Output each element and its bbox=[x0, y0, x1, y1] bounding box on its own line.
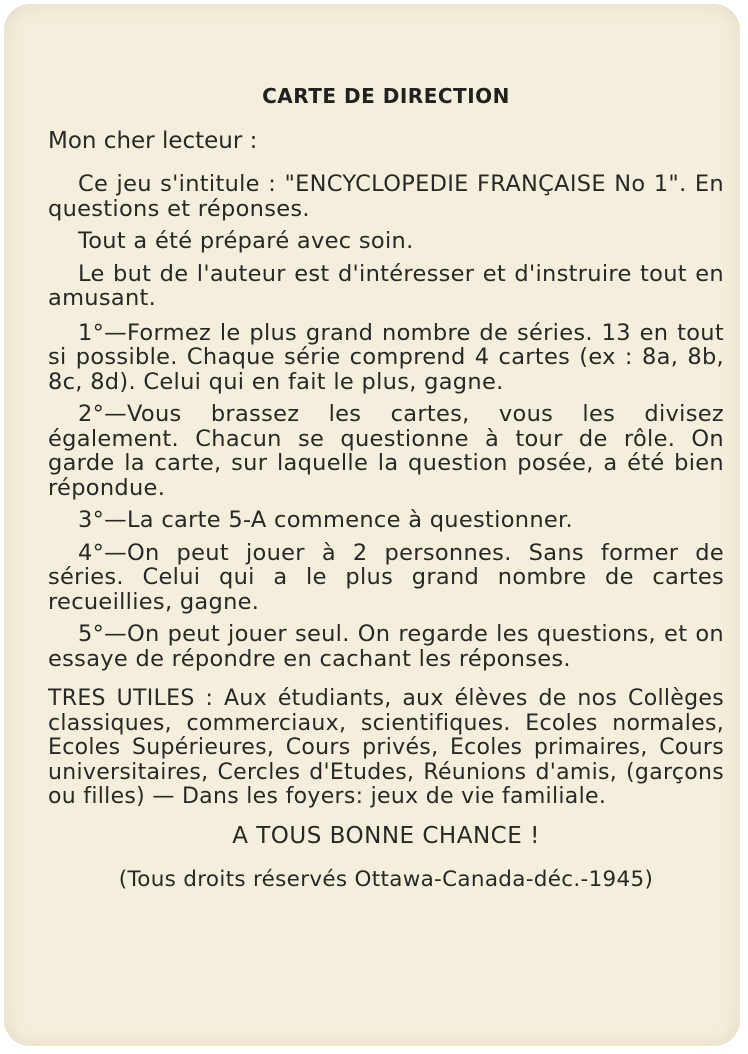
card-title: CARTE DE DIRECTION bbox=[262, 84, 510, 108]
intro-paragraph: Ce jeu s'intitule : "ENCYCLOPEDIE FRANÇAISE No 1". En questions et réponses. bbox=[48, 171, 724, 222]
card-content bbox=[48, 84, 724, 892]
good-luck-line: A TOUS BONNE CHANCE ! bbox=[232, 822, 540, 849]
rule-5: 5°—On peut jouer seul. On regarde les questions, et on essaye de répondre en cachant les réponses. bbox=[48, 621, 724, 672]
greeting: Mon cher lecteur : bbox=[48, 128, 258, 154]
direction-card bbox=[4, 4, 740, 1046]
rule-3: 3°—La carte 5-A commence à questionner. bbox=[78, 507, 573, 533]
tres-utiles-paragraph: TRES UTILES : Aux étudiants, aux élèves de nos Collèges classiques, commerciaux, scientifiques. Ecoles normales, Ecoles Supérieures, Cours privés, Ecoles primaires, Cours universitaires, Cercles d'Etudes, Réunions d'amis, (garçons ou filles) — Dans les foyers: jeux de vie familiale. bbox=[48, 686, 724, 809]
intro-paragraph: Tout a été préparé avec soin. bbox=[78, 228, 414, 254]
rule-1: 1°—Formez le plus grand nombre de séries. 13 en tout si possible. Chaque série comprend 4 cartes (ex : 8a, 8b, 8c, 8d). Celui qui en fait le plus, gagne. bbox=[48, 319, 724, 395]
intro-paragraph: Le but de l'auteur est d'intéresser et d'instruire tout en amusant. bbox=[48, 260, 724, 311]
rule-2: 2°—Vous brassez les cartes, vous les divisez également. Chacun se questionne à tour de rôle. On garde la carte, sur laquelle la question posée, a été bien répondue. bbox=[48, 401, 724, 501]
copyright-footer: (Tous droits réservés Ottawa-Canada-déc.-1945) bbox=[118, 866, 654, 892]
rule-4: 4°—On peut jouer à 2 personnes. Sans former de séries. Celui qui a le plus grand nombre de cartes recueillies, gagne. bbox=[48, 539, 724, 615]
